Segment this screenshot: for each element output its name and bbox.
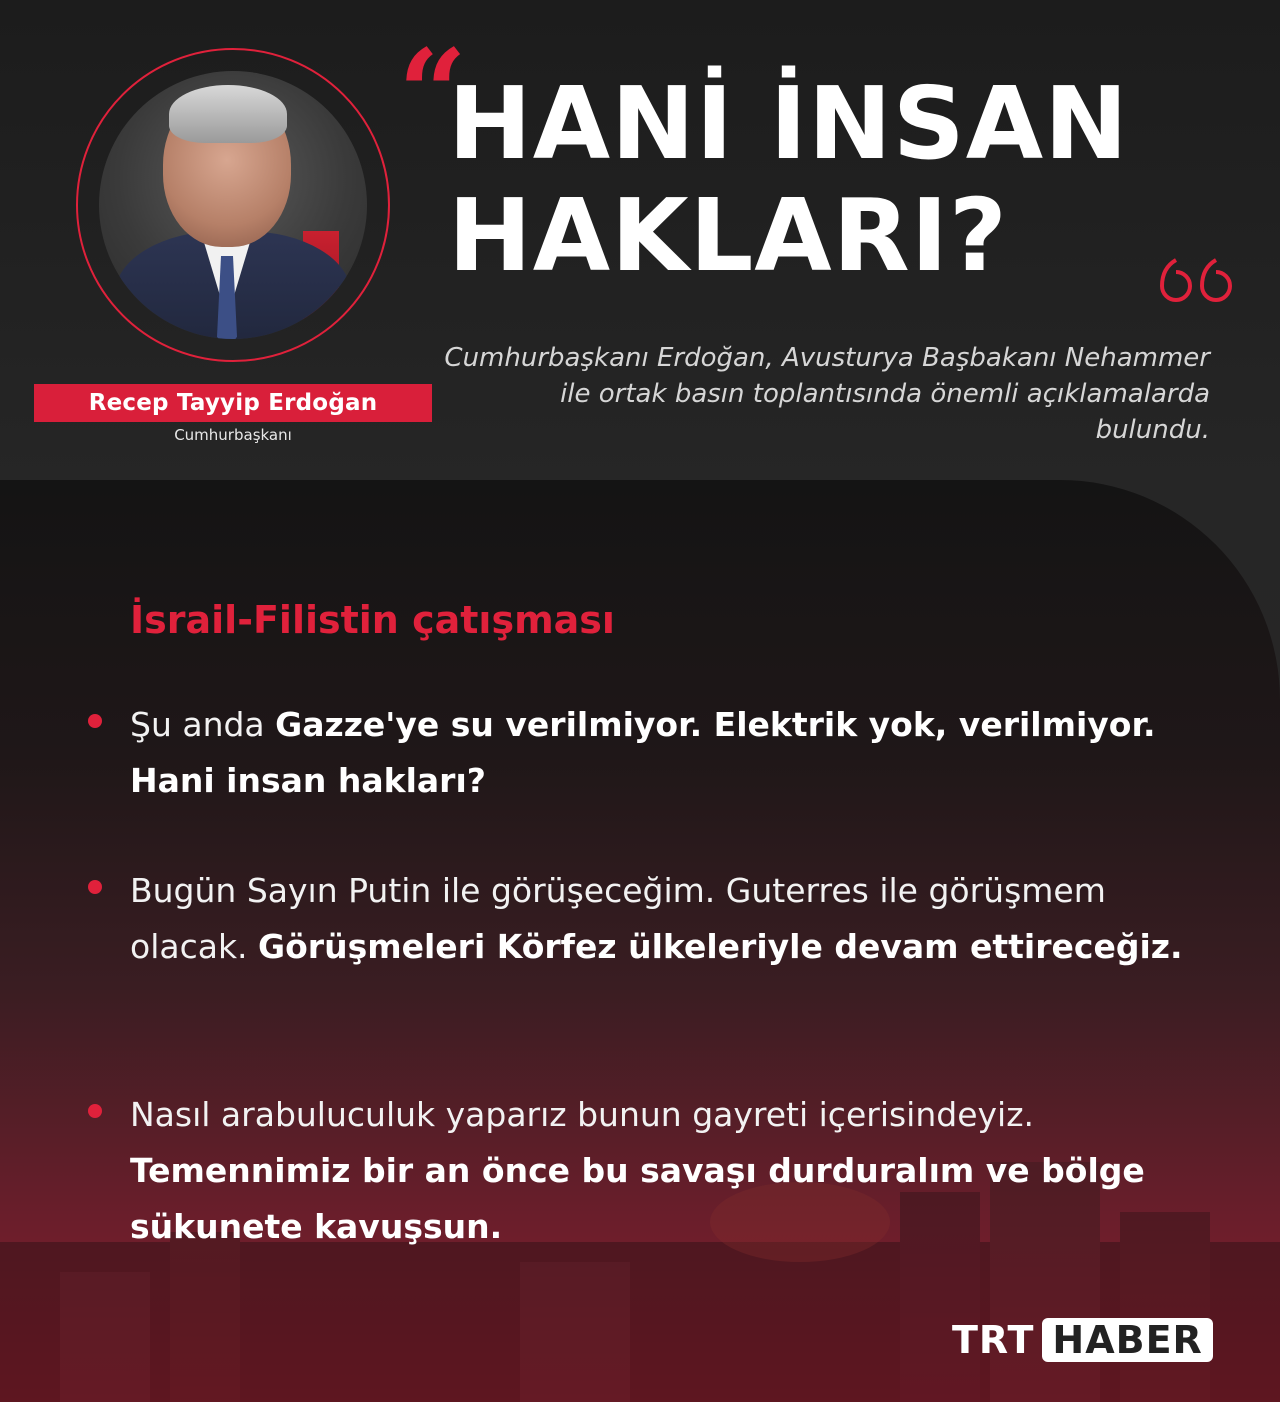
- headline-line-1: HANİ İNSAN: [448, 65, 1129, 182]
- hair-shape: [169, 85, 287, 143]
- headline: [448, 65, 1268, 294]
- speaker-portrait: [99, 71, 367, 339]
- bullet-dot-icon: [88, 1104, 102, 1118]
- bullet-dot-icon: [88, 714, 102, 728]
- bullet-item: [130, 1087, 1220, 1255]
- quote-open-icon: “: [398, 23, 468, 164]
- bullet-bold-text: Gazze'ye su verilmiyor. Elektrik yok, verilmiyor. Hani insan hakları?: [130, 705, 1156, 800]
- section-title: İsrail-Filistin çatışması: [130, 598, 615, 642]
- bullet-item: [130, 697, 1220, 809]
- bullet-bold-text: Görüşmeleri Körfez ülkeleriyle devam ettireceğiz.: [258, 927, 1183, 966]
- logo-trt-text: TRT: [952, 1318, 1035, 1362]
- bullet-text: Bugün Sayın Putin ile görüşeceğim. Guterres ile görüşmem olacak.: [130, 871, 1106, 966]
- bullet-bold-text: Temennimiz bir an önce bu savaşı durduralım ve bölge sükunete kavuşsun.: [130, 1151, 1145, 1246]
- quote-close-icon: [1158, 236, 1258, 336]
- logo-haber-text: HABER: [1042, 1318, 1212, 1362]
- speaker-title: Cumhurbaşkanı: [174, 426, 292, 444]
- headline-line-2: HAKLARI?: [448, 177, 1008, 294]
- bullet-item: [130, 863, 1220, 975]
- speaker-name-badge: Recep Tayyip Erdoğan: [34, 384, 432, 422]
- trt-haber-logo: [952, 1318, 1213, 1362]
- subtitle: Cumhurbaşkanı Erdoğan, Avusturya Başbakanı Nehammer ile ortak basın toplantısında önemli açıklamalarda bulundu.: [444, 343, 1210, 445]
- bullet-text: Nasıl arabuluculuk yaparız bunun gayreti içerisindeyiz.: [130, 1095, 1035, 1134]
- bullet-text: Şu anda: [130, 705, 276, 744]
- bullet-dot-icon: [88, 880, 102, 894]
